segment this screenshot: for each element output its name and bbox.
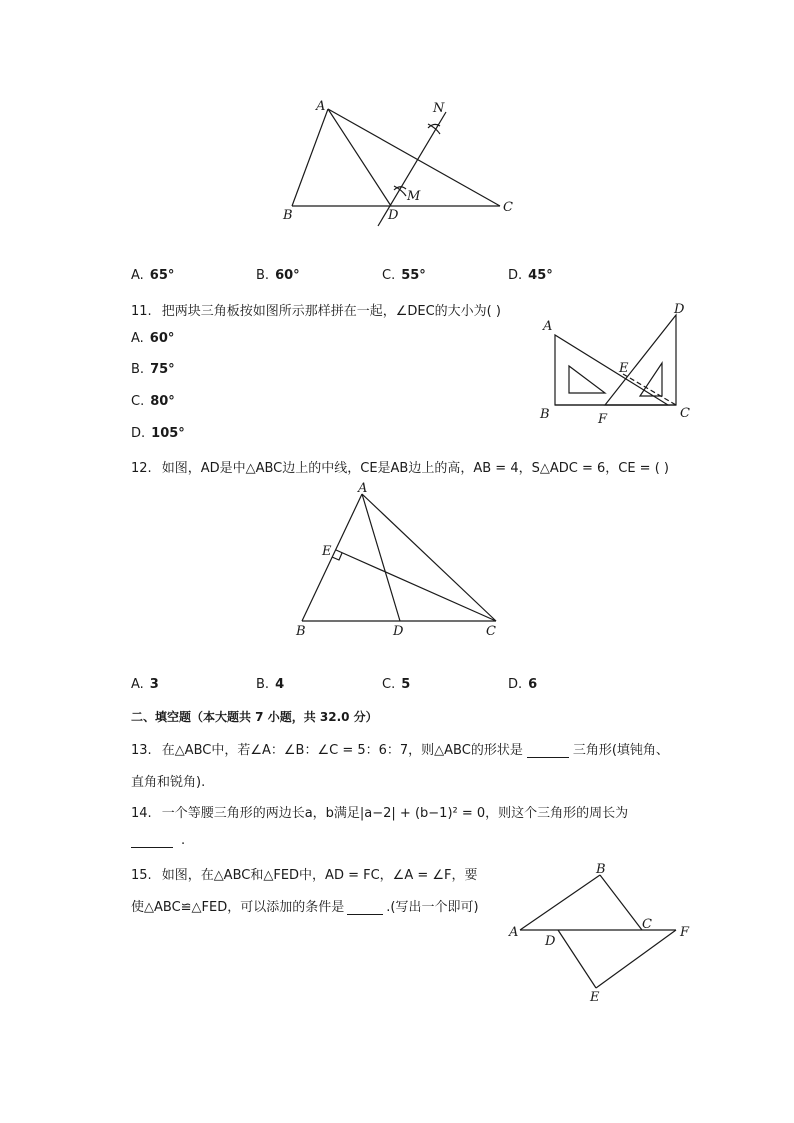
q11-triangle-abc-inner: [569, 366, 605, 393]
q12-label-a: A: [358, 481, 368, 496]
q15-side-ef: [596, 930, 676, 988]
q15-label-d: D: [545, 934, 556, 949]
q10-option-a[interactable]: A. 65°: [131, 268, 175, 283]
q12-label-b: B: [296, 624, 306, 639]
q10-label-n: N: [433, 101, 445, 116]
q10-option-d[interactable]: D. 45°: [508, 268, 553, 283]
q11-option-c[interactable]: C. 80°: [131, 394, 175, 409]
q11-stem: [131, 300, 501, 319]
q10-label-m: M: [407, 189, 421, 204]
q15-text-line2-before: 使△ABC≌△FED，可以添加的条件是: [131, 900, 345, 915]
q15-figure: [505, 860, 695, 1005]
q10-label-c: C: [503, 200, 513, 215]
q11-label-b: B: [540, 407, 550, 422]
q11-label-c: C: [680, 406, 690, 421]
q11-triangle-abc-outer: [555, 335, 668, 405]
q15-label-a: A: [509, 925, 519, 940]
q10-option-c[interactable]: C. 55°: [382, 268, 426, 283]
q12-option-b[interactable]: B. 4: [256, 677, 285, 692]
q15-answer-blank[interactable]: [347, 900, 383, 915]
q13-text-before: 在△ABC中，若∠A：∠B：∠C = 5：6：7，则△ABC的形状是: [161, 743, 523, 758]
q12-text: 如图，AD是中△ABC边上的中线，CE是AB边上的高，AB = 4，S△ADC = 6，CE = ( ): [161, 461, 669, 476]
q13-answer-blank[interactable]: [527, 743, 569, 758]
q11-label-a: A: [543, 319, 553, 334]
q13-line2: 直角和锐角).: [131, 775, 206, 790]
q15-stem-line2: [131, 896, 479, 915]
q12-side-ac: [362, 494, 496, 621]
q15-label-e: E: [590, 990, 600, 1005]
q12-label-e: E: [322, 544, 332, 559]
q15-number: 15.: [131, 868, 152, 883]
q14-end: .: [181, 833, 186, 848]
q12-altitude-ce: [336, 550, 496, 621]
q15-text-line2-after: .(写出一个即可): [386, 900, 479, 915]
q15-stem-line1: [131, 864, 478, 883]
q12-label-c: C: [486, 624, 496, 639]
q10-figure: [270, 95, 530, 235]
q11-dashed-ec: [623, 374, 676, 405]
section-2-title: 二、填空题（本大题共 7 小题，共 32.0 分）: [131, 710, 378, 724]
q12-option-a[interactable]: A. 3: [131, 677, 159, 692]
q15-text-line1: 如图，在△ABC和△FED中，AD = FC，∠A = ∠F，要: [161, 868, 478, 883]
q11-figure: [535, 300, 695, 430]
q11-option-d[interactable]: D. 105°: [131, 426, 185, 441]
q10-segment-ad: [328, 109, 391, 206]
q12-median-ad: [362, 494, 400, 621]
q10-side-ab: [292, 109, 328, 206]
q12-option-d[interactable]: D. 6: [508, 677, 538, 692]
q15-side-ab: [520, 875, 600, 930]
q10-label-b: B: [283, 208, 293, 223]
q11-label-d: D: [674, 302, 685, 317]
q12-stem: [131, 457, 669, 476]
q14-stem: [131, 802, 628, 821]
q11-label-f: F: [598, 412, 608, 427]
q13-text-after: 三角形(填钝角、: [572, 743, 669, 758]
q13-stem: [131, 739, 669, 758]
q10-label-d: D: [388, 208, 399, 223]
q10-option-b[interactable]: B. 60°: [256, 268, 300, 283]
q14-line2: [131, 833, 185, 848]
q10-label-a: A: [316, 99, 326, 114]
q15-side-bc: [600, 875, 642, 930]
q12-figure: [290, 478, 510, 643]
q11-option-b[interactable]: B. 75°: [131, 362, 175, 377]
q15-label-f: F: [680, 925, 690, 940]
q11-triangle-dfc-outer: [605, 315, 676, 405]
q12-option-c[interactable]: C. 5: [382, 677, 411, 692]
q11-number: 11.: [131, 304, 152, 319]
q15-side-de: [558, 930, 596, 988]
q12-number: 12.: [131, 461, 152, 476]
q12-label-d: D: [393, 624, 404, 639]
q14-answer-blank[interactable]: [131, 833, 173, 848]
q13-number: 13.: [131, 743, 152, 758]
q14-text: 一个等腰三角形的两边长a，b满足|a−2| + (b−1)² = 0，则这个三角形的周长为: [161, 806, 629, 821]
q15-label-c: C: [642, 917, 652, 932]
q11-option-a[interactable]: A. 60°: [131, 331, 175, 346]
q11-label-e: E: [619, 361, 629, 376]
q15-label-b: B: [596, 862, 606, 877]
q11-text: 把两块三角板按如图所示那样拼在一起，∠DEC的大小为( ): [161, 304, 501, 319]
q14-number: 14.: [131, 806, 152, 821]
